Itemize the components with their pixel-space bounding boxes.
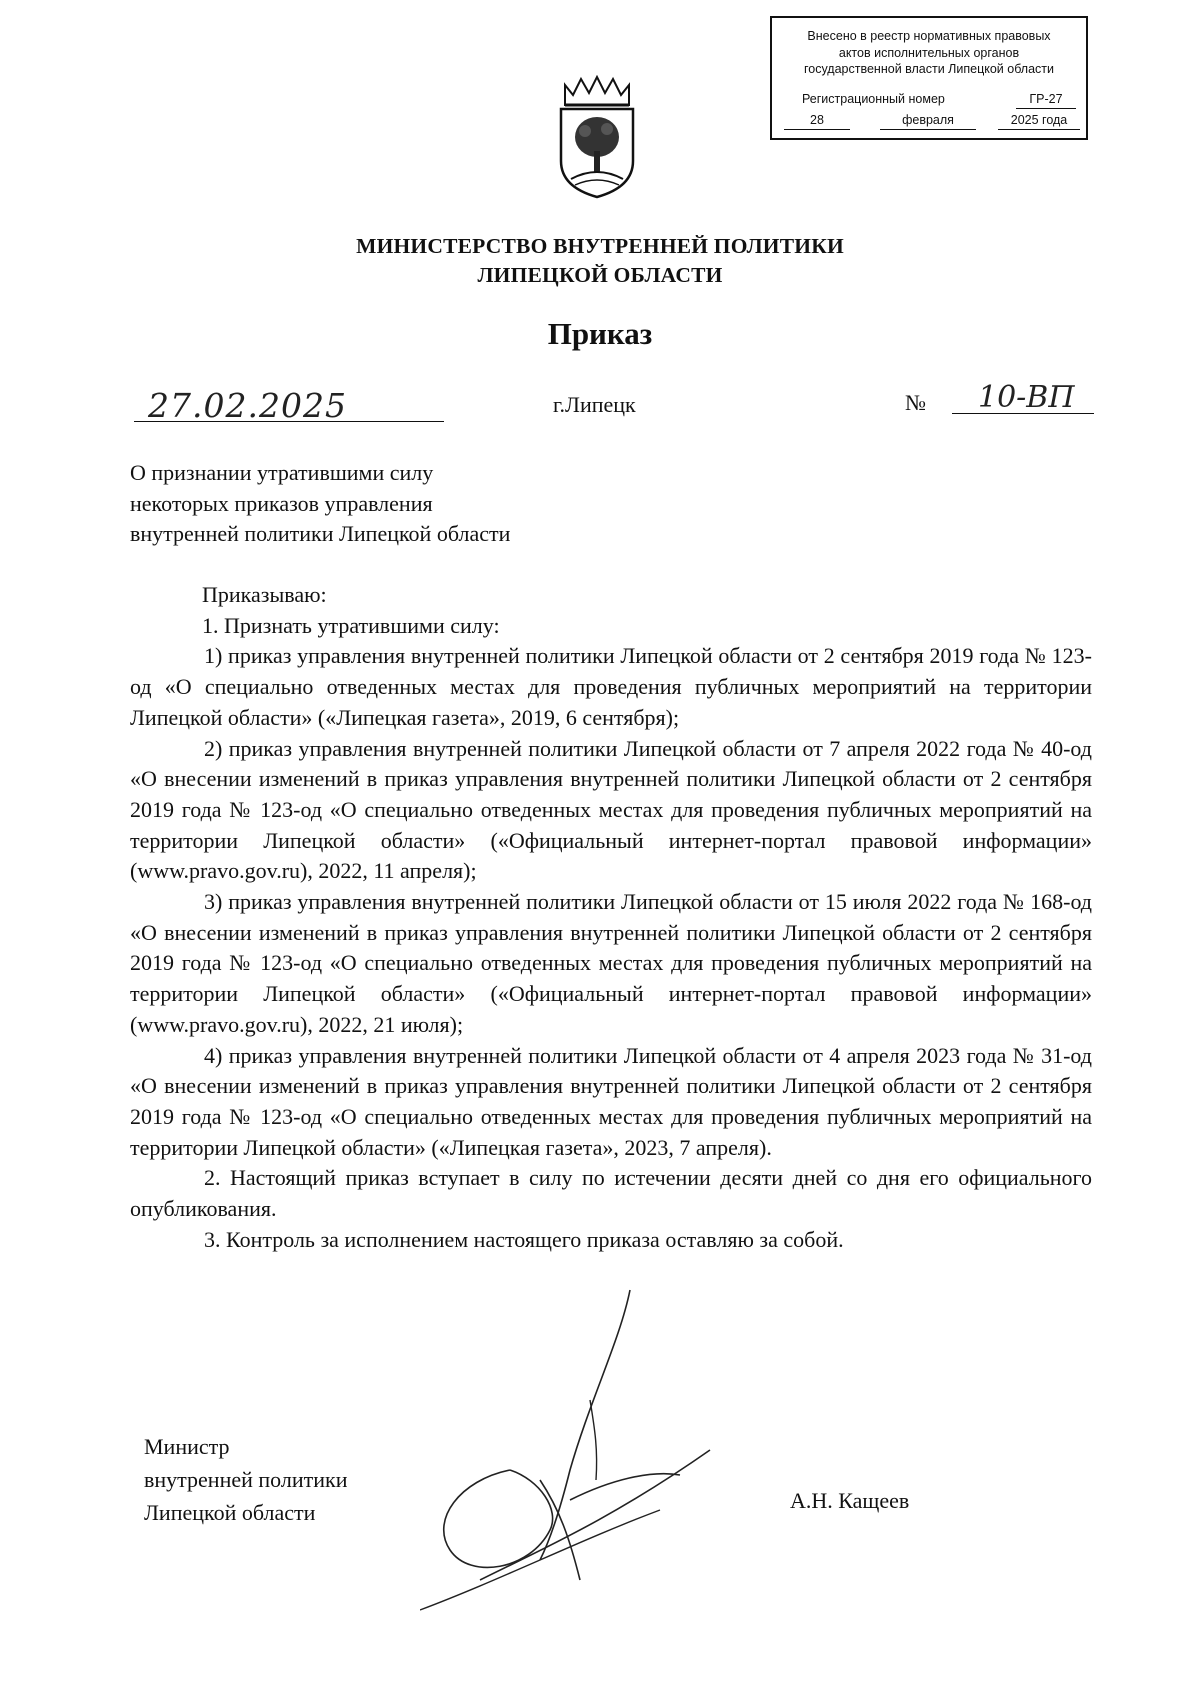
- signer-title-line: Министр: [144, 1434, 230, 1459]
- date-underline: [134, 421, 444, 422]
- stamp-month: февраля: [880, 112, 976, 130]
- stamp-line: Внесено в реестр нормативных правовых: [807, 29, 1051, 43]
- sub-item-1: 1) приказ управления внутренней политики Липецкой области от 2 сентября 2019 года № 123-од «О специально отведенных местах для проведения публичных мероприятий на территории Липецкой области» («Липецкая газета», 2019, 6 сентября);: [130, 643, 1092, 730]
- signer-title-line: внутренней политики: [144, 1467, 348, 1492]
- registration-number: ГР-27: [1016, 91, 1076, 109]
- stamp-year: 2025 года: [998, 112, 1080, 130]
- subject-line: внутренней политики Липецкой области: [130, 521, 511, 546]
- subject-line: О признании утратившими силу: [130, 460, 434, 485]
- item-1: 1. Признать утратившими силу:: [202, 612, 500, 638]
- subject-line: некоторых приказов управления: [130, 490, 433, 516]
- item-2: 2. Настоящий приказ вступает в силу по истечении десяти дней со дня его официального опубликования.: [130, 1165, 1092, 1222]
- stamp-day: 28: [784, 112, 850, 130]
- intro-paragraph: Приказываю:: [202, 582, 327, 607]
- registration-number-label: Регистрационный номер: [802, 92, 945, 106]
- registry-stamp: [770, 16, 1088, 140]
- sub-item-3: 3) приказ управления внутренней политики Липецкой области от 15 июля 2022 года № 168-од «О внесении изменений в приказ управления внутренней политики Липецкой области от 2 сентября 2019 года № 123-од «О специально отведенных местах для проведения публичных мероприятий на территории Липецкой области» («Официальный интернет-портал правовой информации» (www.pravo.gov.ru), 2022, 21 июля);: [130, 889, 1092, 1037]
- signer-title-line: Липецкой области: [144, 1500, 316, 1525]
- number-sign: №: [905, 390, 926, 415]
- item-3: 3. Контроль за исполнением настоящего приказа оставляю за собой.: [204, 1226, 844, 1252]
- document-body: [130, 580, 1092, 1255]
- sub-item-2: 2) приказ управления внутренней политики Липецкой области от 7 апреля 2022 года № 40-од «О внесении изменений в приказ управления внутренней политики Липецкой области от 2 сентября 2019 года № 123-од «О специально отведенных местах для проведения публичных мероприятий на территории Липецкой области» («Официальный интернет-портал правовой информации» (www.pravo.gov.ru), 2022, 11 апреля);: [130, 735, 1092, 884]
- city: г.Липецк: [553, 392, 636, 417]
- ministry-name: [0, 232, 1200, 290]
- stamp-line: актов исполнительных органов: [838, 45, 1020, 60]
- handwritten-date: 27.02.2025: [148, 386, 347, 425]
- number-underline: [952, 413, 1094, 414]
- stamp-line: государственной власти Липецкой области: [803, 62, 1055, 76]
- signer-name: А.Н. Кащеев: [790, 1488, 910, 1513]
- handwritten-signature: [420, 1280, 720, 1620]
- sub-item-4: 4) приказ управления внутренней политики Липецкой области от 4 апреля 2023 года № 31-од «О внесении изменений в приказ управления внутренней политики Липецкой области от 2 сентября 2019 года № 123-од «О специально отведенных местах для проведения публичных мероприятий на территории Липецкой области» («Липецкая газета», 2023, 7 апреля).: [130, 1042, 1092, 1160]
- handwritten-number: 10-ВП: [978, 380, 1075, 415]
- document-subject: [130, 458, 510, 550]
- ministry-line-2: ЛИПЕЦКОЙ ОБЛАСТИ: [477, 263, 723, 287]
- coat-of-arms-icon: [557, 75, 637, 203]
- signer-title: [144, 1430, 347, 1529]
- document-title: Приказ: [547, 316, 653, 351]
- ministry-line-1: МИНИСТЕРСТВО ВНУТРЕННЕЙ ПОЛИТИКИ: [356, 234, 844, 258]
